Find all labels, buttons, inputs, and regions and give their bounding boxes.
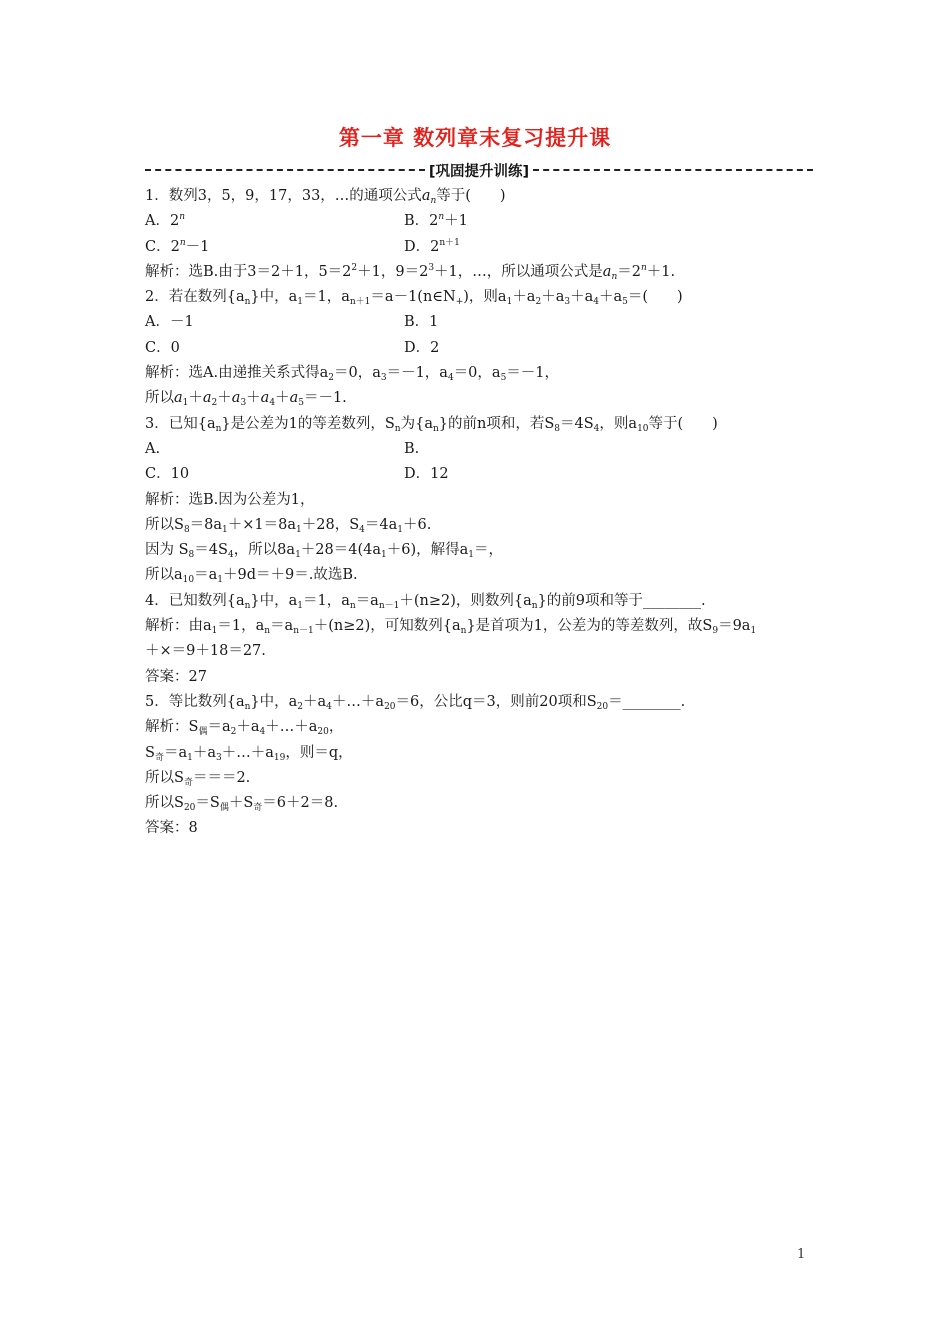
divider-dash-left <box>145 169 425 171</box>
divider-dash-right <box>533 169 813 171</box>
q2-option-d: D．2 <box>404 339 440 356</box>
q5-analysis-3: 所以$S_奇===2$. <box>145 769 251 788</box>
q4-answer: 答案：27 <box>145 668 207 685</box>
q2-analysis-1: 解析：选A.由递推关系式得$a_2=0$，$a_3=-1$，$a_4=0$，$a_5=-1$， <box>145 365 560 384</box>
q1-options-ab <box>145 209 825 234</box>
q2-stem: 2．若在数列$\{a_n\}$中，$a_1=1$，$a_{n+1}=a-1(n\in N_+)$，则$a_1+a_2+a_3+a_4+a_5=$( ) <box>145 289 683 308</box>
q5-analysis-4: 所以$S_{20}=S_偶+S_奇=6+2=8$. <box>145 795 339 814</box>
section-divider <box>145 159 813 181</box>
q3-analysis-3: 因为 $S_8=4S_4$，所以$8a_1+28=4(4a_1+6)$，解得$a_1=$， <box>145 542 503 561</box>
q1-option-b: B．$2^n+1$ <box>404 212 468 230</box>
page-number: 1 <box>797 1247 806 1262</box>
q2-option-a: A．－1 <box>145 314 194 331</box>
q3-option-c: C．10 <box>145 466 190 483</box>
q4-stem: 4．已知数列$\{a_n\}$中，$a_1=1$，$a_n=a_{n-1}+(n\ge 2)$，则数列$\{a_n\}$的前9项和等于________. <box>145 592 706 611</box>
q1-option-d: D．$2^{n+1}$ <box>404 237 460 255</box>
q1-option-a: A．2$^n$ <box>145 212 185 230</box>
q1-options-cd <box>145 235 825 260</box>
q5-analysis-2: $S_奇=a_1+a_3+\dots+a_{19}$，则＝q， <box>145 744 353 763</box>
section-label: [巩固提升训练] <box>428 163 530 180</box>
q3-analysis-4: 所以$a_{10}=a_1+9d=+9=$.故选B. <box>145 567 358 586</box>
q5-answer: 答案：8 <box>145 820 198 837</box>
q3-analysis-2: 所以$S_8=8a_1+\times 1=8a_1+28$，$S_4=4a_1+6$. <box>145 516 432 535</box>
q3-option-b: B. <box>404 440 420 457</box>
q1-stem: 1．数列3，5，9，17，33，…的通项公式$a_n$等于( ) <box>145 188 506 206</box>
q1-analysis: 解析：选B.由于3＝2＋1，$5=2^2+1$，$9=2^3+1$，…，所以通项公式是$a_n=2^n+1$. <box>145 262 676 282</box>
q4-analysis-1: 解析：由$a_1=1$，$a_n=a_{n-1}+(n\ge 2)$，可知数列$\{a_n\}$是首项为1，公差为的等差数列，故$S_9=9a_1$ <box>145 618 757 637</box>
document-title: 第一章 数列章末复习提升课 <box>338 126 612 150</box>
q3-option-d: D．12 <box>404 466 449 483</box>
q4-analysis-2: ＋×＝9＋18＝27. <box>145 643 266 660</box>
exercise-content <box>145 184 825 842</box>
q3-analysis-1: 解析：选B.因为公差为1， <box>145 491 315 508</box>
q2-options-cd <box>145 336 825 361</box>
q3-stem: 3．已知$\{a_n\}$是公差为1的等差数列，$S_n$为$\{a_n\}$的前n项和，若$S_8=4S_4$，则$a_{10}$等于( ) <box>145 415 718 434</box>
q2-option-c: C．0 <box>145 339 180 356</box>
q3-options-ab <box>145 437 825 462</box>
q2-analysis-2: 所以$a_1+a_2+a_3+a_4+a_5=-1$. <box>145 390 347 409</box>
q5-analysis-1: 解析：$S_偶=a_2+a_4+\dots+a_{20}$， <box>145 719 344 738</box>
q1-option-c: C．$2^n-1$ <box>145 237 210 255</box>
q2-option-b: B．1 <box>404 314 439 331</box>
q2-options-ab <box>145 310 825 335</box>
q3-options-cd <box>145 462 825 487</box>
q5-stem: 5．等比数列$\{a_n\}$中，$a_2+a_4+\dots+a_{20}=6$，公比q＝3，则前20项和$S_{20}=\_\_\_\_\_\_\_\_$. <box>145 693 686 712</box>
q3-option-a: A. <box>145 440 161 457</box>
